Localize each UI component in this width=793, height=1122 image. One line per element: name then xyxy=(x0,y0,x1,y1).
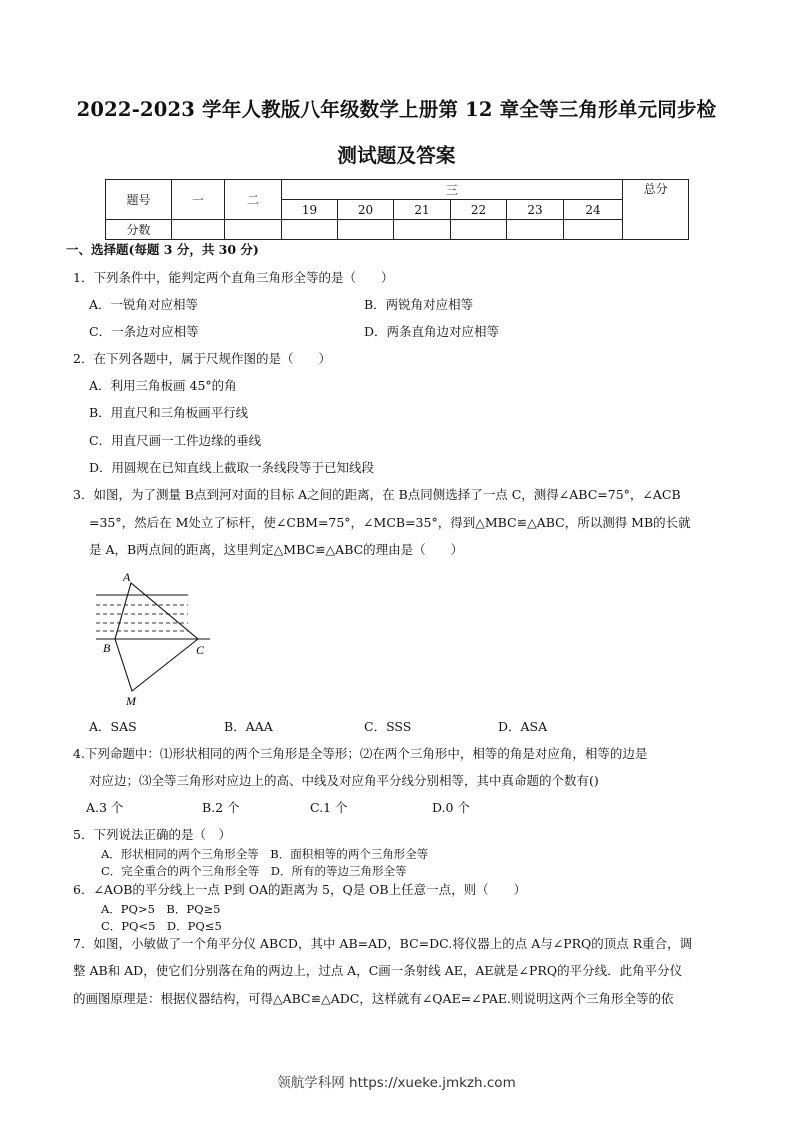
subcol-21: 21 xyxy=(394,200,451,220)
q4-option-c: C.1 个 xyxy=(310,800,348,815)
score-cell xyxy=(451,220,507,240)
score-cell xyxy=(394,220,451,240)
q2-option-b: B．用直尺和三角板画平行线 xyxy=(89,405,249,420)
subcol-19: 19 xyxy=(282,200,338,220)
q5-stem: 5．下列说法正确的是（ ） xyxy=(73,827,231,842)
q5-options-cd: C．完全重合的两个三角形全等 D．所有的等边三角形全等 xyxy=(101,864,407,878)
score-row-label: 分数 xyxy=(106,220,172,240)
document-title-line1: 2022-2023 学年人教版八年级数学上册第 12 章全等三角形单元同步检 xyxy=(76,98,717,121)
q7-line3: 的画图原理是：根据仪器结构，可得△ABC≌△ADC，这样就有∠QAE=∠PAE.则说明这两个三角形全等的依 xyxy=(73,991,674,1006)
site-footer-watermark: 领航学科网 https://xueke.jmkzh.com xyxy=(277,1075,516,1091)
q3-option-d: D．ASA xyxy=(498,719,548,734)
q3-option-a: A．SAS xyxy=(89,719,137,734)
score-cell xyxy=(564,220,623,240)
score-cell xyxy=(172,220,225,240)
q4-line2: 对应边；⑶全等三角形对应边上的高、中线及对应角平分线分别相等，其中真命题的个数有() xyxy=(89,773,599,788)
column-part-one: 一 xyxy=(172,180,225,220)
q2-option-c: C．用直尺画一工件边缘的垂线 xyxy=(89,433,262,448)
q1-option-c: C．一条边对应相等 xyxy=(89,324,199,339)
q2-stem: 2．在下列各题中，属于尺规作图的是（ ） xyxy=(73,351,331,366)
q4-option-a: A.3 个 xyxy=(86,800,124,815)
q3-line2: =35°，然后在 M处立了标杆，使∠CBM=75°，∠MCB=35°，得到△MBC≌△ABC，所以测得 MB的长就 xyxy=(89,515,691,530)
q3-line1: 3．如图，为了测量 B点到河对面的目标 A之间的距离，在 B点同侧选择了一点 C，测得∠ABC=75°，∠ACB xyxy=(73,487,681,502)
score-table xyxy=(105,179,689,240)
q7-line2: 整 AB和 AD，使它们分别落在角的两边上，过点 A，C画一条射线 AE，AE就是∠PRQ的平分线．此角平分仪 xyxy=(73,963,683,978)
q1-option-d: D．两条直角边对应相等 xyxy=(364,324,500,339)
subcol-23: 23 xyxy=(507,200,564,220)
river-triangle-figure xyxy=(88,568,218,710)
q4-line1: 4.下列命题中：⑴形状相同的两个三角形是全等形；⑵在两个三角形中，相等的角是对应角，相等的边是 xyxy=(73,746,648,761)
triangle-mbc xyxy=(115,639,198,691)
q3-line3: 是 A，B两点间的距离，这里判定△MBC≌△ABC的理由是（ ） xyxy=(89,542,464,557)
column-part-two: 二 xyxy=(225,180,282,220)
q4-option-b: B.2 个 xyxy=(202,800,240,815)
subcol-24: 24 xyxy=(564,200,623,220)
total-score-header: 总分 xyxy=(623,180,689,240)
q3-option-b: B．AAA xyxy=(224,719,273,734)
q1-option-b: B．两锐角对应相等 xyxy=(364,297,474,312)
q1-option-a: A．一锐角对应相等 xyxy=(89,297,199,312)
point-label-a: A xyxy=(123,570,131,584)
score-cell xyxy=(225,220,282,240)
q3-option-c: C．SSS xyxy=(364,719,412,734)
score-cell xyxy=(507,220,564,240)
q6-options-cd: C．PQ<5 D．PQ≤5 xyxy=(101,919,222,933)
score-cell xyxy=(282,220,338,240)
point-label-m: M xyxy=(126,694,136,708)
q6-stem: 6．∠AOB的平分线上一点 P到 OA的距离为 5，Q是 OB上任意一点，则（ ） xyxy=(73,882,527,897)
point-label-c: C xyxy=(196,643,205,657)
q6-options-ab: A．PQ>5 B．PQ≥5 xyxy=(101,902,221,916)
score-cell xyxy=(338,220,394,240)
subcol-22: 22 xyxy=(451,200,507,220)
point-label-b: B xyxy=(103,641,111,655)
q5-options-ab: A．形状相同的两个三角形全等 B．面积相等的两个三角形全等 xyxy=(101,847,429,861)
q4-option-d: D.0 个 xyxy=(432,800,470,815)
document-title-line2: 测试题及答案 xyxy=(337,144,456,167)
q2-option-d: D．用圆规在已知直线上截取一条线段等于已知线段 xyxy=(89,460,375,475)
q2-option-a: A．利用三角板画 45°的角 xyxy=(89,378,237,393)
section-heading-choice: 一、选择题(每题 3 分，共 30 分) xyxy=(66,242,259,257)
q1-stem: 1．下列条件中，能判定两个直角三角形全等的是（ ） xyxy=(73,270,394,285)
question-number-label: 题号 xyxy=(106,180,172,220)
column-part-three: 三 xyxy=(282,180,623,200)
subcol-20: 20 xyxy=(338,200,394,220)
q7-line1: 7．如图，小敏做了一个角平分仪 ABCD，其中 AB=AD，BC=DC.将仪器上的点 A与∠PRQ的顶点 R重合，调 xyxy=(73,936,693,951)
